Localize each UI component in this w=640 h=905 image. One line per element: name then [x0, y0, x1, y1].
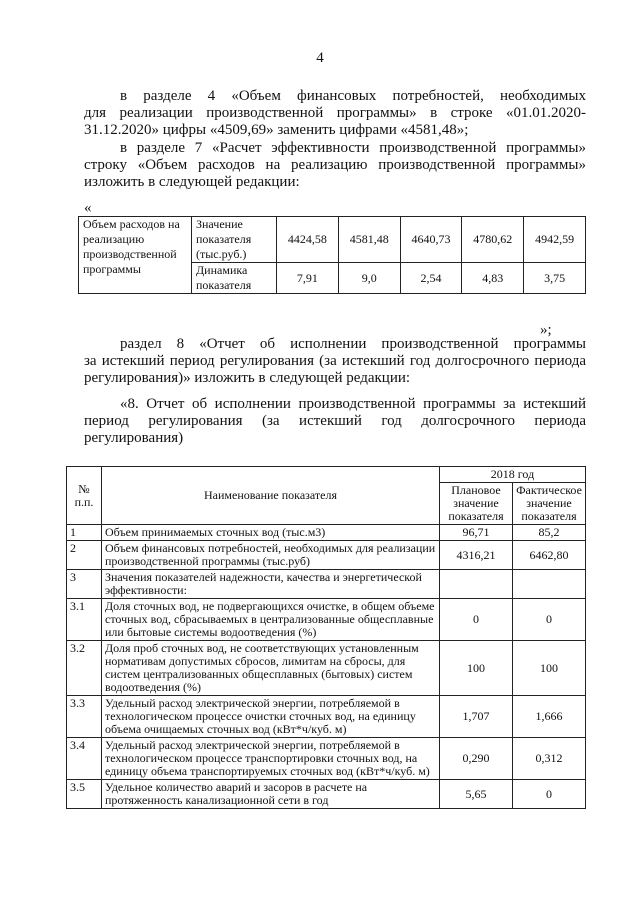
row-name: Удельный расход электрической энергии, потребляемой в технологическом процессе очистки сточных вод, на единицу объема очищаемых сточных вод (кВт*ч/куб. м) — [102, 696, 440, 738]
dynamics-cell: 4,83 — [462, 263, 524, 294]
table-row — [67, 599, 586, 641]
row-name: Удельный расход электрической энергии, потребляемой в технологическом процессе транспортировки сточных вод, на единицу объема транспортируемых сточных вод (кВт*ч/куб. м) — [102, 738, 440, 780]
row-number: 2 — [67, 541, 102, 570]
row-number: 3.1 — [67, 599, 102, 641]
dynamics-cell: 2,54 — [400, 263, 462, 294]
row-number: 3.3 — [67, 696, 102, 738]
row-fact — [513, 570, 586, 599]
paragraph-line: период регулирования (за истекший год долгосрочного периода — [84, 413, 586, 429]
row-fact: 0,312 — [513, 738, 586, 780]
row-fact: 0 — [513, 780, 586, 809]
row-number: 1 — [67, 525, 102, 541]
header-number: № п.п. — [67, 467, 102, 525]
header-fact: Фактическое значение показателя — [513, 483, 586, 525]
dynamics-cell: 9,0 — [338, 263, 400, 294]
row-fact: 0 — [513, 599, 586, 641]
row-label-value: Значение показателя (тыс.руб.) — [192, 217, 277, 263]
row-plan: 4316,21 — [440, 541, 513, 570]
header-plan: Плановое значение показателя — [440, 483, 513, 525]
table-row — [67, 641, 586, 696]
paragraph-line: 31.12.2020» цифры «4509,69» заменить цифрами «4581,48»; — [84, 122, 469, 138]
paragraph-report-title — [84, 396, 586, 447]
row-plan: 1,707 — [440, 696, 513, 738]
paragraph-line: изложить в следующей редакции: — [84, 174, 300, 190]
table-row — [67, 570, 586, 599]
row-name: Доля сточных вод, не подвергающихся очистке, в общем объеме сточных вод, сбрасываемых в централизованные общесплавные или бытовые системы водоотведения (%) — [102, 599, 440, 641]
row-fact: 85,2 — [513, 525, 586, 541]
row-fact: 6462,80 — [513, 541, 586, 570]
row-plan: 0,290 — [440, 738, 513, 780]
row-plan: 96,71 — [440, 525, 513, 541]
paragraph-line: за истекший период регулирования (за истекший год долгосрочного периода — [84, 353, 586, 369]
paragraph-section-4 — [84, 88, 586, 139]
paragraph-section-7 — [84, 140, 586, 191]
dynamics-cell: 7,91 — [277, 263, 339, 294]
paragraph-line: строку «Объем расходов на реализацию производственной программы» — [84, 157, 586, 173]
row-name: Удельное количество аварий и засоров в расчете на протяженность канализационной сети в год — [102, 780, 440, 809]
row-number: 3.2 — [67, 641, 102, 696]
value-cell: 4581,48 — [338, 217, 400, 263]
table-row — [67, 780, 586, 809]
row-plan: 0 — [440, 599, 513, 641]
paragraph-line: для реализации производственной программы» в строке «01.01.2020- — [84, 105, 586, 121]
row-name: Значения показателей надежности, качества и энергетической эффективности: — [102, 570, 440, 599]
row-plan: 5,65 — [440, 780, 513, 809]
header-year: 2018 год — [440, 467, 586, 483]
quote-close: »; — [540, 322, 552, 338]
table-row — [67, 738, 586, 780]
header-name: Наименование показателя — [102, 467, 440, 525]
dynamics-cell: 3,75 — [524, 263, 586, 294]
paragraph-line: регулирования) — [84, 430, 184, 446]
table-row — [67, 541, 586, 570]
quote-open: « — [84, 200, 92, 216]
value-cell: 4942,59 — [524, 217, 586, 263]
value-cell: 4640,73 — [400, 217, 462, 263]
row-name: Объем принимаемых сточных вод (тыс.м3) — [102, 525, 440, 541]
paragraph-line: раздел 8 «Отчет об исполнении производственной программы — [120, 336, 586, 352]
table-row — [67, 696, 586, 738]
row-name: Доля проб сточных вод, не соответствующих установленным нормативам допустимых сбросов, лимитам на сбросы, для систем централизованных общесплавных (бытовых) систем водоотведения (%) — [102, 641, 440, 696]
table-row — [67, 525, 586, 541]
row-plan: 100 — [440, 641, 513, 696]
paragraph-line: «8. Отчет об исполнении производственной программы за истекший — [120, 396, 586, 412]
row-name: Объем финансовых потребностей, необходимых для реализации производственной программы (тыс.руб) — [102, 541, 440, 570]
row-number: 3.4 — [67, 738, 102, 780]
page-number: 4 — [316, 50, 324, 66]
value-cell: 4424,58 — [277, 217, 339, 263]
report-table — [66, 466, 586, 809]
row-number: 3 — [67, 570, 102, 599]
paragraph-line: регулирования)» изложить в следующей редакции: — [84, 370, 411, 386]
expenses-table — [78, 216, 586, 294]
paragraph-section-8 — [84, 336, 586, 387]
row-label-dynamics: Динамика показателя — [192, 263, 277, 294]
row-plan — [440, 570, 513, 599]
paragraph-line: в разделе 7 «Расчет эффективности производственной программы» — [120, 140, 586, 156]
value-cell: 4780,62 — [462, 217, 524, 263]
row-fact: 100 — [513, 641, 586, 696]
row-fact: 1,666 — [513, 696, 586, 738]
row-number: 3.5 — [67, 780, 102, 809]
paragraph-line: в разделе 4 «Объем финансовых потребностей, необходимых — [120, 88, 586, 104]
expenses-label: Объем расходов на реализацию производственной программы — [79, 217, 192, 294]
